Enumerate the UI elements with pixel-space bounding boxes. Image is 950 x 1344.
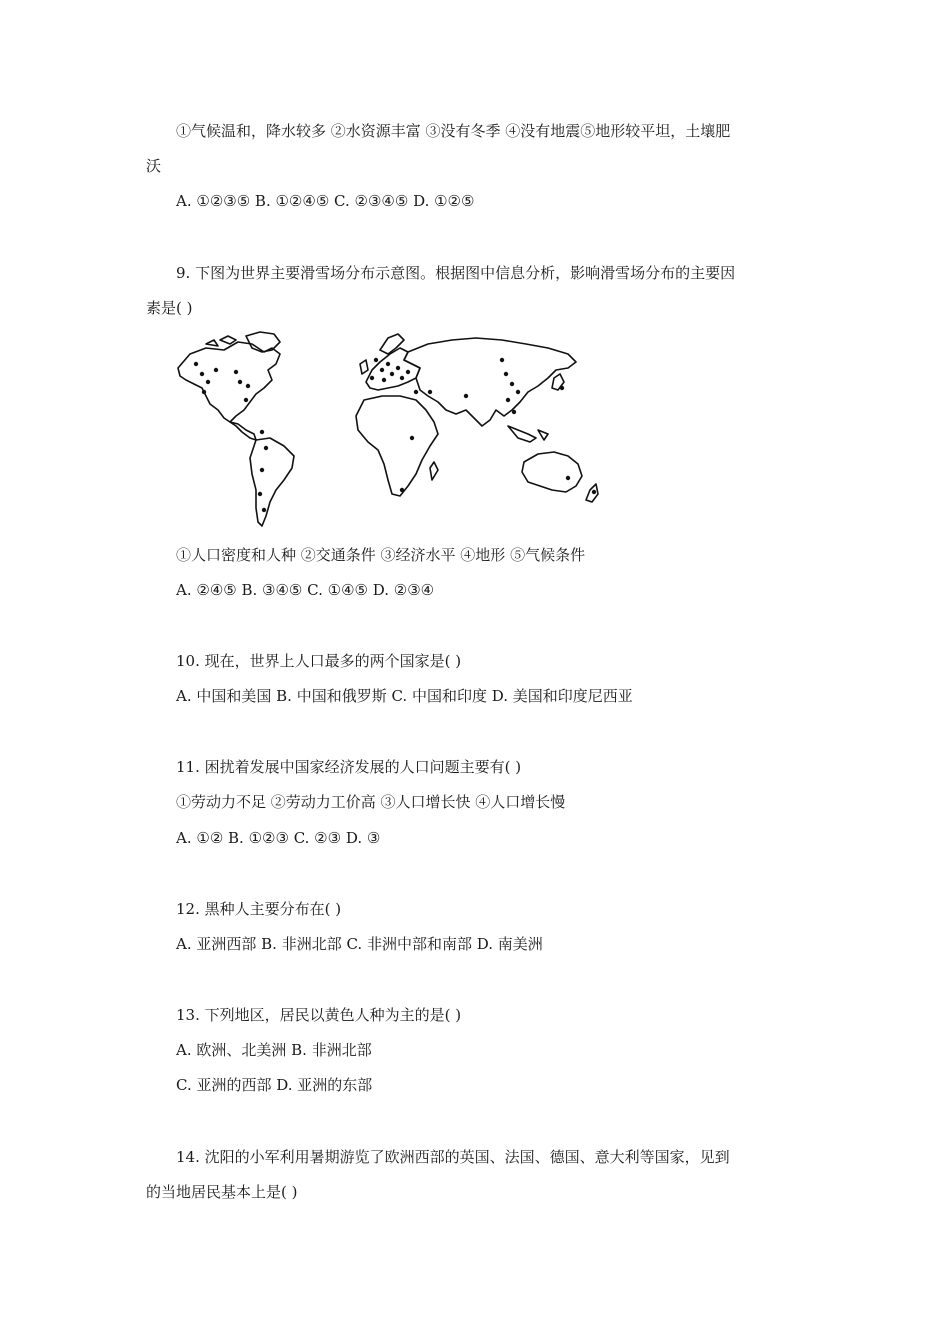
q9-stem-line1: 9. 下图为世界主要滑雪场分布示意图。根据图中信息分析，影响滑雪场分布的主要因: [176, 264, 736, 282]
q10-stem: 10. 现在，世界上人口最多的两个国家是( ): [176, 652, 462, 670]
ski-resort-world-map: [176, 330, 616, 530]
q13-options-line2: C. 亚洲的西部 D. 亚洲的东部: [176, 1076, 373, 1094]
q8-statements-line1: ①气候温和，降水较多 ②水资源丰富 ③没有冬季 ④没有地震⑤地形较平坦，土壤肥: [176, 122, 731, 140]
q11-options: A. ①② B. ①②③ C. ②③ D. ③: [176, 829, 381, 847]
q14-stem-line2: 的当地居民基本上是( ): [146, 1183, 298, 1201]
world-map-figure: [176, 330, 616, 530]
q13-options-line1: A. 欧洲、北美洲 B. 非洲北部: [176, 1041, 372, 1059]
q14-stem-line1: 14. 沈阳的小军利用暑期游览了欧洲西部的英国、法国、德国、意大利等国家，见到: [176, 1148, 730, 1166]
q11-stem: 11. 困扰着发展中国家经济发展的人口问题主要有( ): [176, 758, 522, 776]
southeast-asia-islands-outline: [508, 426, 548, 442]
q13-stem: 13. 下列地区，居民以黄色人种为主的是( ): [176, 1006, 462, 1024]
q9-stem-line2: 素是( ): [146, 299, 193, 317]
british-isles-outline: [360, 360, 368, 374]
africa-outline: [356, 396, 438, 496]
q11-statements: ①劳动力不足 ②劳动力工价高 ③人口增长快 ④人口增长慢: [176, 793, 566, 811]
central-america-outline: [230, 422, 256, 440]
new-zealand-outline: [586, 484, 598, 502]
europe-outline: [366, 348, 420, 390]
south-america-outline: [250, 438, 294, 526]
madagascar-outline: [430, 462, 438, 480]
north-america-outline: [178, 342, 280, 422]
scandinavia-outline: [380, 334, 404, 354]
q10-options: A. 中国和美国 B. 中国和俄罗斯 C. 中国和印度 D. 美国和印度尼西亚: [176, 687, 633, 705]
australia-outline: [522, 452, 582, 492]
asia-outline: [404, 338, 576, 426]
q9-options: A. ②④⑤ B. ③④⑤ C. ①④⑤ D. ②③④: [176, 581, 435, 599]
q12-options: A. 亚洲西部 B. 非洲北部 C. 非洲中部和南部 D. 南美洲: [176, 935, 543, 953]
greenland-outline: [246, 332, 280, 352]
arctic-islands-outline: [206, 336, 236, 346]
q8-statements-line2: 沃: [146, 157, 162, 175]
q9-statements: ①人口密度和人种 ②交通条件 ③经济水平 ④地形 ⑤气候条件: [176, 546, 586, 564]
q8-options: A. ①②③⑤ B. ①②④⑤ C. ②③④⑤ D. ①②⑤: [176, 192, 475, 210]
q12-stem: 12. 黑种人主要分布在( ): [176, 900, 342, 918]
